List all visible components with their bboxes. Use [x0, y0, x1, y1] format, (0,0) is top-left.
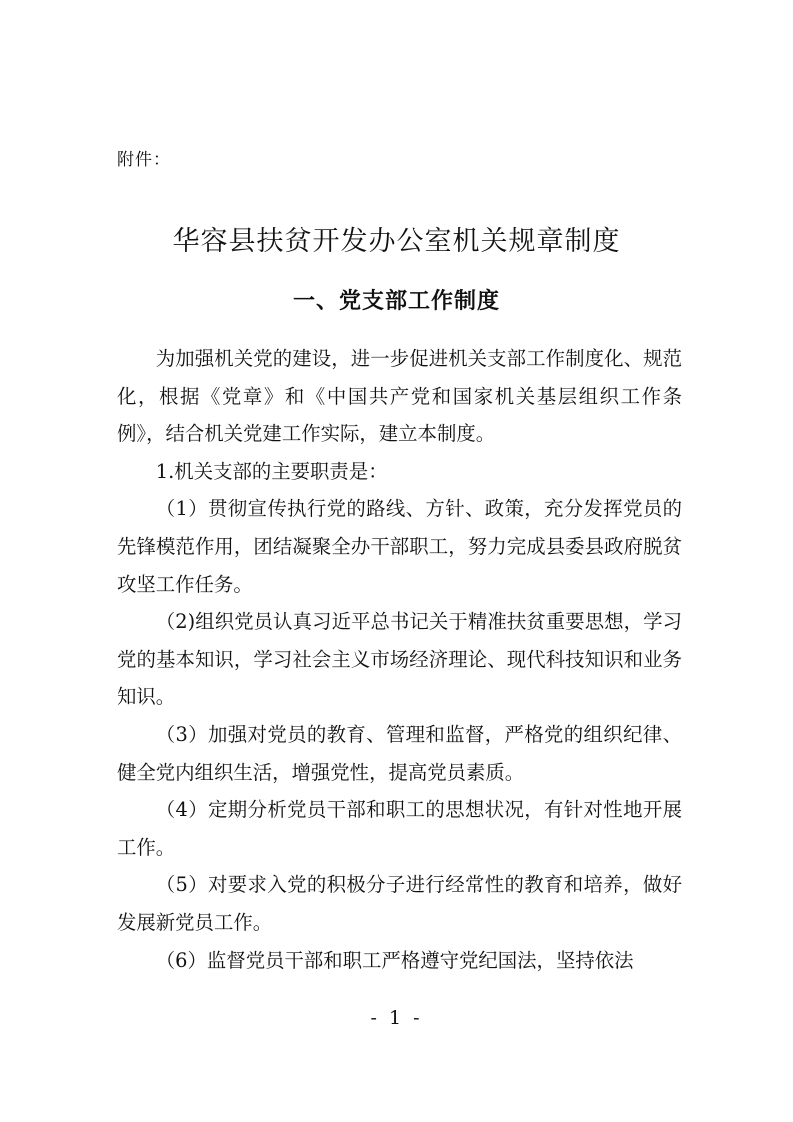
paragraph-item-2: （2)组织党员认真习近平总书记关于精准扶贫重要思想，学习党的基本知识，学习社会主义市场经济理论、现代科技知识和业务知识。 — [117, 610, 682, 709]
attachment-label: 附件： — [117, 150, 171, 170]
paragraph-item-1: （1）贯彻宣传执行党的路线、方针、政策，充分发挥党员的先锋模范作用，团结凝聚全办干部职工，努力完成县委县政府脱贫攻坚工作任务。 — [117, 497, 682, 596]
paragraph-item-3: （3）加强对党员的教育、管理和监督，严格党的组织纪律、健全党内组织生活，增强党性，提高党员素质。 — [117, 722, 682, 784]
section-title: 一、党支部工作制度 — [292, 289, 500, 314]
paragraph-intro: 为加强机关党的建设，进一步促进机关支部工作制度化、规范化，根据《党章》和《中国共产党和国家机关基层组织工作条例》，结合机关党建工作实际，建立本制度。 — [117, 347, 682, 446]
body-text — [117, 340, 682, 979]
paragraph-item-4: （4）定期分析党员干部和职工的思想状况，有针对性地开展工作。 — [117, 798, 682, 859]
paragraph-item-6: （6）监督党员干部和职工严格遵守党纪国法，坚持依法 — [155, 948, 634, 972]
paragraph-duties-heading: 1.机关支部的主要职责是： — [155, 459, 388, 483]
paragraph-item-5: （5）对要求入党的积极分子进行经常性的教育和培养，做好发展新党员工作。 — [117, 873, 682, 934]
page-number: - 1 - — [370, 1007, 423, 1029]
document-title: 华容县扶贫开发办公室机关规章制度 — [172, 226, 621, 257]
